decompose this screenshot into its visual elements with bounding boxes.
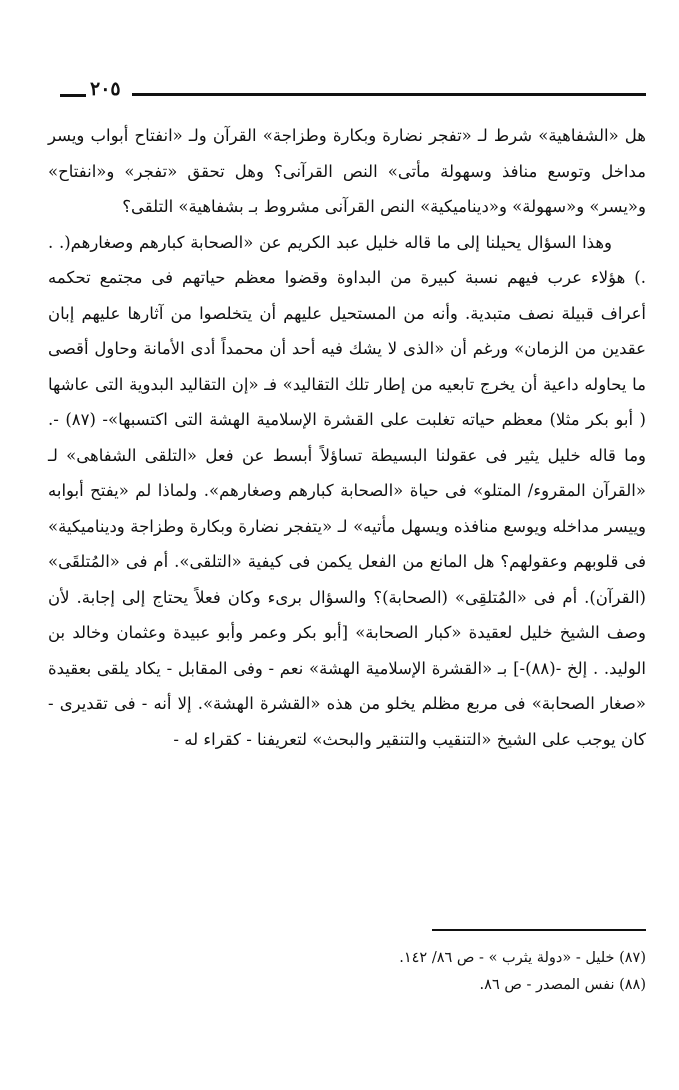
- body-text: [48, 118, 646, 757]
- footnote-87: (٨٧) خليل - «دولة يثرب » - ص ٨٦/ ١٤٢.: [399, 950, 646, 966]
- footnote-separator: [432, 929, 646, 931]
- footnote-88: (٨٨) نفس المصدر - ص ٨٦.: [479, 977, 646, 993]
- header-dash: [60, 94, 86, 97]
- header-rule: [132, 93, 646, 96]
- footnotes: [48, 945, 646, 999]
- page-number: ٢٠٥: [90, 78, 121, 100]
- paragraph-1: هل «الشفاهية» شرط لـ «تفجر نضارة وبكارة وطزاجة» القرآن ولـ «انفتاح أبواب ويسر مداخل وتوسع منافذ وسهولة مأتى» النص القرآنى؟ وهل تحقق «تفجر» و«انفتاح» و«يسر» و«سهولة» و«ديناميكية» النص القرآنى مشروط بـ بشفاهية» التلقى؟: [48, 126, 646, 216]
- page-header: [60, 78, 646, 108]
- paragraph-2: وهذا السؤال يحيلنا إلى ما قاله خليل عبد الكريم عن «الصحابة كبارهم وصغارهم(. . .) هؤلاء عرب فيهم نسبة كبيرة من البداوة وقضوا معظم حياتهم فى مجتمع تحكمه أعراف قبيلة نصف متبدية. وأنه من المستحيل عليهم أن يتخلصوا من آثارها عليهم إبان عقدين من الزمان» ورغم أن «الذى لا يشك فيه أحد أن محمداً أدى الأمانة وحاول أقصى ما يحاوله داعية أن يخرج تابعيه من إطار تلك التقاليد» فـ «إن التقاليد البدوية التى عاشها ( أبو بكر مثلا) معظم حياته تغلبت على القشرة الإسلامية الهشة التى اكتسبها»- (٨٧) -. وما قاله خليل يثير فى عقولنا البسيطة تساؤلاً أبسط عن فعل «التلقى الشفاهى» لـ «القرآن المقروء/ المتلو» فى حياة «الصحابة كبارهم وصغارهم». ولماذا لم «يفتح أبوابه وييسر مداخله ويوسع منافذه ويسهل مأتيه» لـ «يتفجر نضارة وبكارة وطزاجة وديناميكية» فى قلوبهم وعقولهم؟ هل المانع من الفعل يكمن فى كيفية «التلقى». أم فى «المُتلقَى» (القرآن). أم فى «المُتلقِى» (الصحابة)؟ والسؤال برىء وكان فعلاً يحتاج إلى إجابة. لأن وصف الشيخ خليل لعقيدة «كبار الصحابة» [أبو بكر وعمر وأبو عبيدة وعثمان وخالد بن الوليد. . إلخ -(٨٨)-] بـ «القشرة الإسلامية الهشة» نعم - وفى المقابل - يكاد يلقى بعقيدة «صغار الصحابة» فى مربع مظلم يخلو من هذه «القشرة الهشة». إلا أنه - فى تقديرى - كان يوجب على الشيخ «التنقيب والتنقير والبحث» لتعريفنا - كقراء له -: [48, 232, 646, 749]
